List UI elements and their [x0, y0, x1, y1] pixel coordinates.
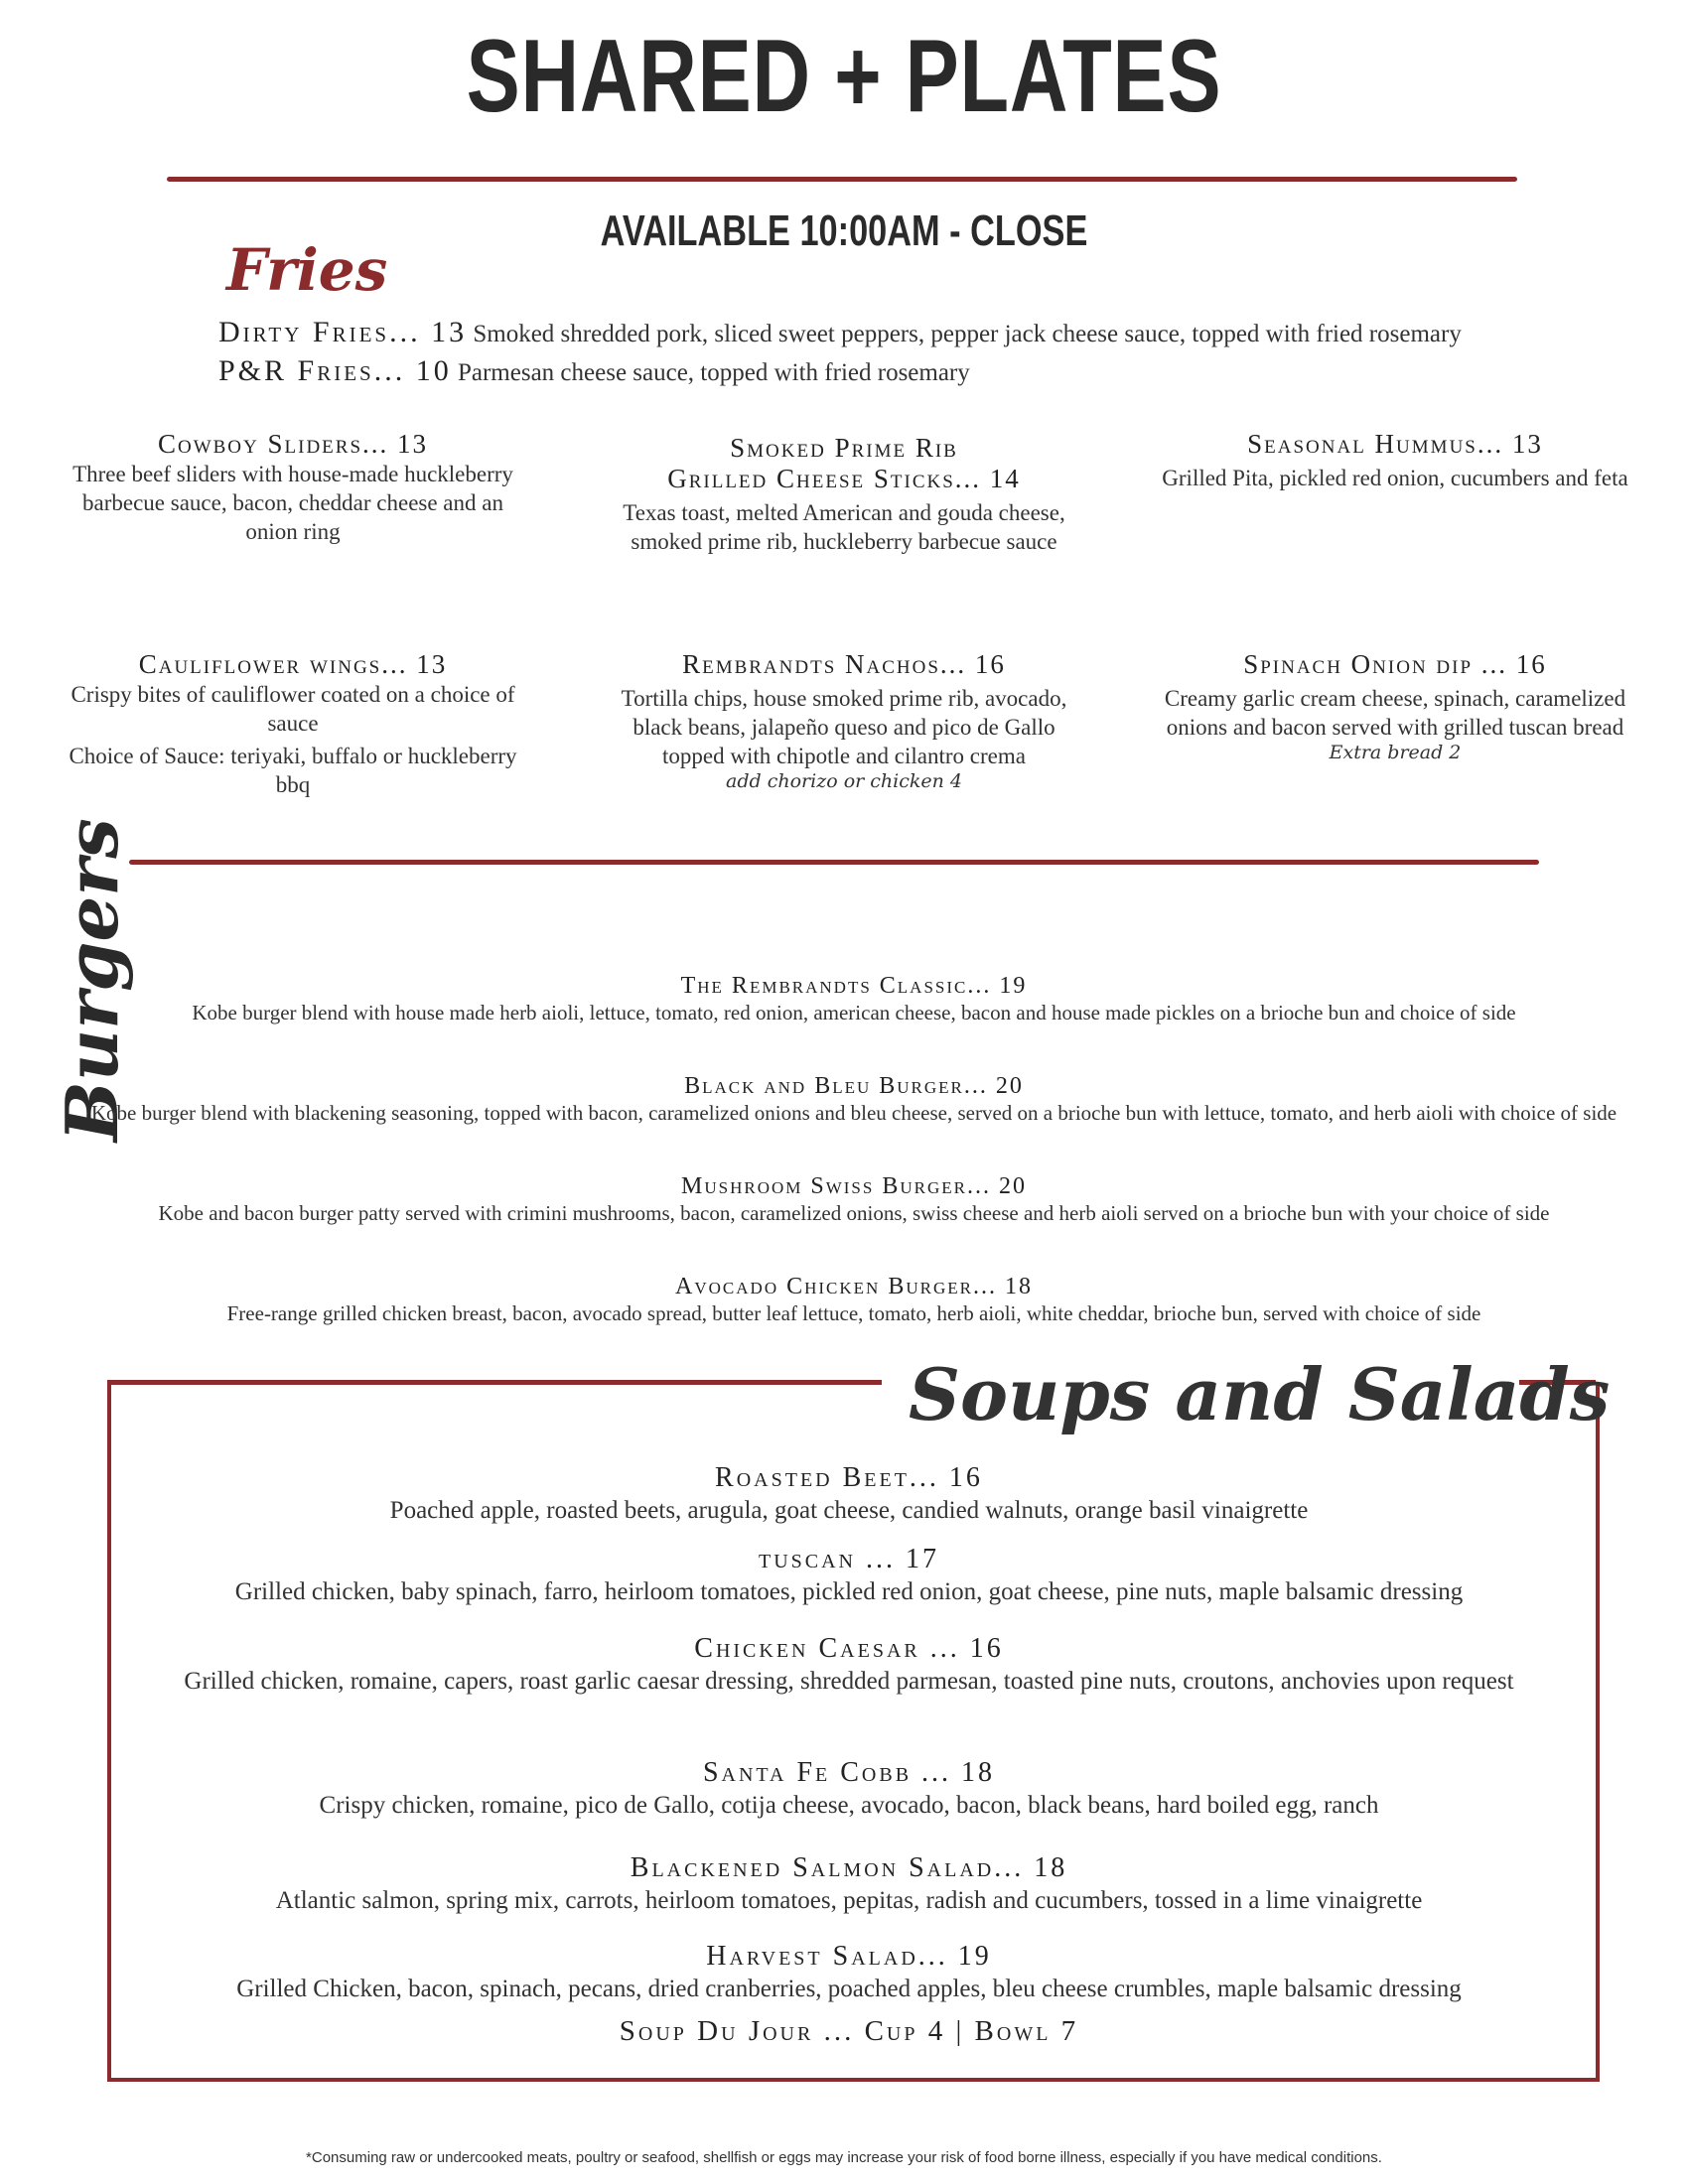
salad-item	[129, 1633, 1569, 1699]
salad-item	[129, 1941, 1569, 2006]
mid-divider	[129, 860, 1539, 865]
availability-hours: AVAILABLE 10:00AM - CLOSE	[600, 206, 1088, 255]
salad-name: Roasted Beet... 16	[715, 1462, 983, 1493]
top-divider	[167, 177, 1517, 182]
burger-item	[79, 1274, 1628, 1326]
burger-name: Avocado Chicken Burger... 18	[675, 1274, 1033, 1299]
plate-name: Spinach Onion dip ... 16	[1243, 649, 1547, 679]
fries-item-name: P&R Fries... 10	[218, 354, 452, 387]
fries-item	[218, 354, 970, 388]
plate-name: Seasonal Hummus... 13	[1247, 429, 1543, 459]
burger-desc: Kobe and bacon burger patty served with crimini mushrooms, bacon, caramelized onions, swiss cheese and herb aioli served on a brioche bun with your choice of side	[158, 1201, 1550, 1225]
salad-desc: Grilled Chicken, bacon, spinach, pecans, dried cranberries, poached apples, bleu cheese crumbles, maple balsamic dressing	[236, 1976, 1462, 2002]
plate-desc: Creamy garlic cream cheese, spinach, caramelized onions and bacon served with grilled tuscan bread	[1164, 686, 1626, 740]
salad-name: tuscan ... 17	[758, 1544, 939, 1574]
salad-name: Chicken Caesar ... 16	[694, 1633, 1004, 1664]
plate-desc: Texas toast, melted American and gouda cheese, smoked prime rib, huckleberry barbecue sauce	[623, 500, 1065, 554]
burger-item	[79, 1173, 1628, 1226]
plate-name-2: Grilled Cheese Sticks... 14	[667, 464, 1021, 493]
plate-name: Cowboy Sliders... 13	[157, 429, 429, 459]
salads-frame-top	[107, 1380, 882, 1385]
salads-heading: Soups and Salads	[909, 1352, 1611, 1436]
plate-cowboy-sliders	[60, 429, 526, 546]
salad-name: Blackened Salmon Salad... 18	[630, 1852, 1068, 1883]
salad-item	[129, 1544, 1569, 1609]
footnote: *Consuming raw or undercooked meats, poultry or seafood, shellfish or eggs may increase your risk of food borne illness, especially if you have medical conditions.	[306, 2149, 1382, 2166]
salad-desc: Grilled chicken, baby spinach, farro, heirloom tomatoes, pickled red onion, goat cheese, pine nuts, maple balsamic dressing	[234, 1578, 1464, 1605]
burger-desc: Free-range grilled chicken breast, bacon, avocado spread, butter leaf lettuce, tomato, herb aioli, white cheddar, brioche bun, served with choice of side	[226, 1301, 1481, 1325]
fries-heading: Fries	[226, 236, 388, 304]
salad-desc: Poached apple, roasted beets, arugula, goat cheese, candied walnuts, orange basil vinaigrette	[389, 1497, 1309, 1524]
salad-desc: Atlantic salmon, spring mix, carrots, heirloom tomatoes, pepitas, radish and cucumbers, tossed in a lime vinaigrette	[275, 1887, 1423, 1914]
salad-name: Harvest Salad... 19	[706, 1941, 992, 1972]
burger-name: Mushroom Swiss Burger... 20	[681, 1173, 1027, 1199]
plate-desc-2: Choice of Sauce: teriyaki, buffalo or huckleberry bbq	[69, 744, 517, 797]
salad-item	[129, 1852, 1569, 1918]
salad-desc: Crispy chicken, romaine, pico de Gallo, cotija cheese, avocado, bacon, black beans, hard boiled egg, ranch	[319, 1792, 1379, 1819]
fries-item-desc: Parmesan cheese sauce, topped with fried rosemary	[457, 359, 970, 386]
burger-item	[79, 973, 1628, 1025]
plate-desc: Tortilla chips, house smoked prime rib, avocado, black beans, jalapeño queso and pico de Gallo topped with chipotle and cilantro crema	[621, 686, 1067, 768]
soup-du-jour: Soup Du Jour ... Cup 4 | Bowl 7	[619, 2015, 1079, 2047]
plate-name: Smoked Prime Rib	[730, 433, 958, 463]
salad-desc: Grilled chicken, romaine, capers, roast garlic caesar dressing, shredded parmesan, toasted pine nuts, croutons, anchovies upon request	[184, 1668, 1514, 1695]
burgers-heading: Burgers	[50, 818, 134, 1142]
burger-desc: Kobe burger blend with house made herb aioli, lettuce, tomato, red onion, american cheese, bacon and house made pickles on a brioche bun and choice of side	[192, 1001, 1516, 1024]
plate-prime-rib	[611, 433, 1077, 556]
salad-item	[129, 1462, 1569, 1528]
burger-name: Black and Bleu Burger... 20	[684, 1073, 1024, 1099]
plate-desc: Three beef sliders with house-made huckleberry barbecue sauce, bacon, cheddar cheese and an onion ring	[72, 462, 513, 544]
plate-desc: Grilled Pita, pickled red onion, cucumbers and feta	[1162, 466, 1628, 490]
plate-name: Cauliflower wings... 13	[138, 649, 448, 679]
plate-note: Extra bread 2	[1329, 742, 1462, 763]
fries-item	[218, 316, 1462, 349]
plate-note: add chorizo or chicken 4	[726, 770, 962, 792]
plate-nachos	[611, 649, 1077, 792]
plate-hummus	[1162, 429, 1628, 492]
plate-desc: Crispy bites of cauliflower coated on a choice of sauce	[70, 682, 515, 736]
plate-cauliflower	[60, 649, 526, 799]
plate-spinach-dip	[1162, 649, 1628, 763]
salad-item	[129, 1757, 1569, 1823]
burger-desc: Kobe burger blend with blackening seasoning, topped with bacon, caramelized onions and bleu cheese, served on a brioche bun with lettuce, tomato, and herb aioli with choice of side	[90, 1101, 1618, 1125]
burger-name: The Rembrandts Classic... 19	[680, 973, 1028, 999]
burger-item	[79, 1073, 1628, 1126]
page-title: SHARED + PLATES	[466, 19, 1222, 134]
salad-name: Santa Fe Cobb ... 18	[702, 1757, 996, 1788]
plate-name: Rembrandts Nachos... 16	[682, 649, 1006, 679]
fries-item-name: Dirty Fries... 13	[218, 316, 468, 348]
fries-item-desc: Smoked shredded pork, sliced sweet peppers, pepper jack cheese sauce, topped with fried rosemary	[473, 321, 1462, 347]
